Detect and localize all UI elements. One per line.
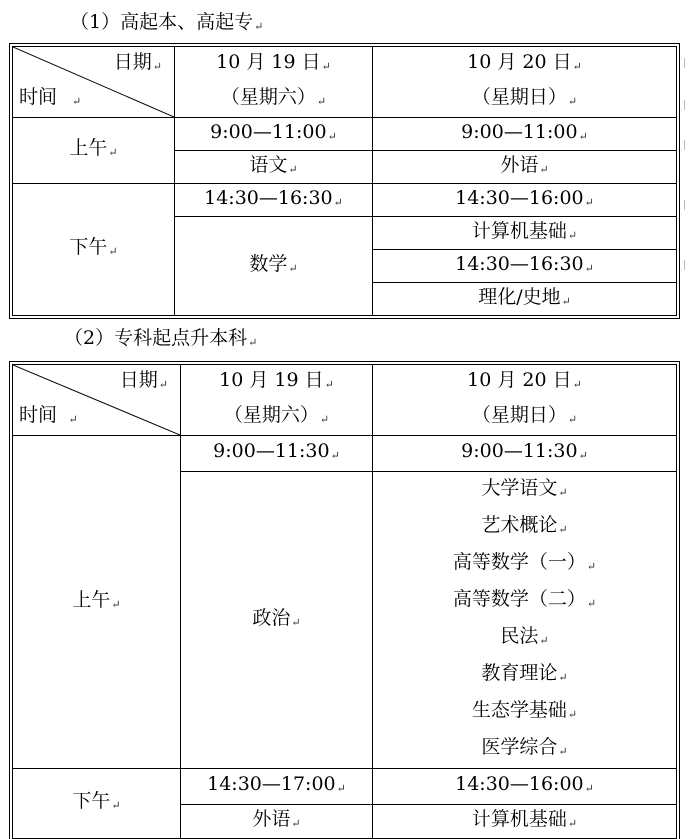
exam-subject: 政治↵ bbox=[181, 472, 373, 769]
day1-header: 10 月 19 日↵ （星期六）↵ bbox=[175, 47, 373, 118]
exam-time: 14:30—16:30↵ bbox=[373, 250, 677, 283]
list-item: 大学语文↵ bbox=[481, 477, 568, 499]
list-item: 民法↵ bbox=[500, 625, 549, 647]
date-label: 日期↵ bbox=[119, 369, 168, 391]
section1-title: （1）高起本、高起专↵ bbox=[70, 11, 264, 33]
diagonal-header-cell bbox=[13, 47, 175, 118]
exam-subject: 计算机基础↵ bbox=[373, 805, 677, 839]
margin-mark bbox=[684, 200, 685, 210]
exam-subject: 语文↵ bbox=[175, 151, 373, 184]
time-label: 时间 ↵ bbox=[19, 404, 78, 426]
date-label: 日期↵ bbox=[113, 51, 162, 73]
section2-title: （2）专科起点升本科↵ bbox=[64, 327, 258, 349]
exam-time: 14:30—16:00↵ bbox=[373, 769, 677, 805]
list-item: 生态学基础↵ bbox=[471, 699, 578, 721]
margin-mark bbox=[684, 58, 685, 68]
exam-time: 9:00—11:30↵ bbox=[373, 436, 677, 472]
afternoon-label: 下午↵ bbox=[13, 769, 181, 839]
time-label: 时间 ↵ bbox=[19, 86, 82, 108]
exam-subject: 外语↵ bbox=[181, 805, 373, 839]
margin-mark bbox=[684, 100, 685, 110]
margin-mark bbox=[684, 260, 685, 270]
schedule-table-2 bbox=[12, 364, 677, 839]
table-header-row bbox=[13, 47, 677, 118]
day2-header: 10 月 20 日↵ （星期日）↵ bbox=[373, 365, 677, 436]
exam-subject: 数学↵ bbox=[175, 217, 373, 316]
exam-time: 14:30—16:30↵ bbox=[175, 184, 373, 217]
exam-subject: 理化/史地↵ bbox=[373, 283, 677, 316]
exam-time: 9:00—11:00↵ bbox=[175, 118, 373, 151]
day1-header: 10 月 19 日↵ （星期六）↵ bbox=[181, 365, 373, 436]
exam-time: 14:30—16:00↵ bbox=[373, 184, 677, 217]
margin-mark bbox=[684, 140, 685, 150]
exam-time: 14:30—17:00↵ bbox=[181, 769, 373, 805]
day2-header: 10 月 20 日↵ （星期日）↵ bbox=[373, 47, 677, 118]
list-item: 艺术概论↵ bbox=[481, 514, 568, 536]
exam-subject-list bbox=[373, 472, 677, 769]
table-header-row bbox=[13, 365, 677, 436]
diagonal-header-cell bbox=[13, 365, 181, 436]
list-item: 高等数学（一）↵ bbox=[452, 551, 597, 573]
list-item: 高等数学（二）↵ bbox=[452, 588, 597, 610]
morning-label: 上午↵ bbox=[13, 118, 175, 184]
list-item: 医学综合↵ bbox=[481, 736, 568, 758]
exam-time: 9:00—11:30↵ bbox=[181, 436, 373, 472]
morning-label: 上午↵ bbox=[13, 436, 181, 769]
exam-subject: 计算机基础↵ bbox=[373, 217, 677, 250]
afternoon-label: 下午↵ bbox=[13, 184, 175, 316]
schedule-table-1 bbox=[12, 46, 677, 316]
exam-subject: 外语↵ bbox=[373, 151, 677, 184]
exam-time: 9:00—11:00↵ bbox=[373, 118, 677, 151]
list-item: 教育理论↵ bbox=[481, 662, 568, 684]
